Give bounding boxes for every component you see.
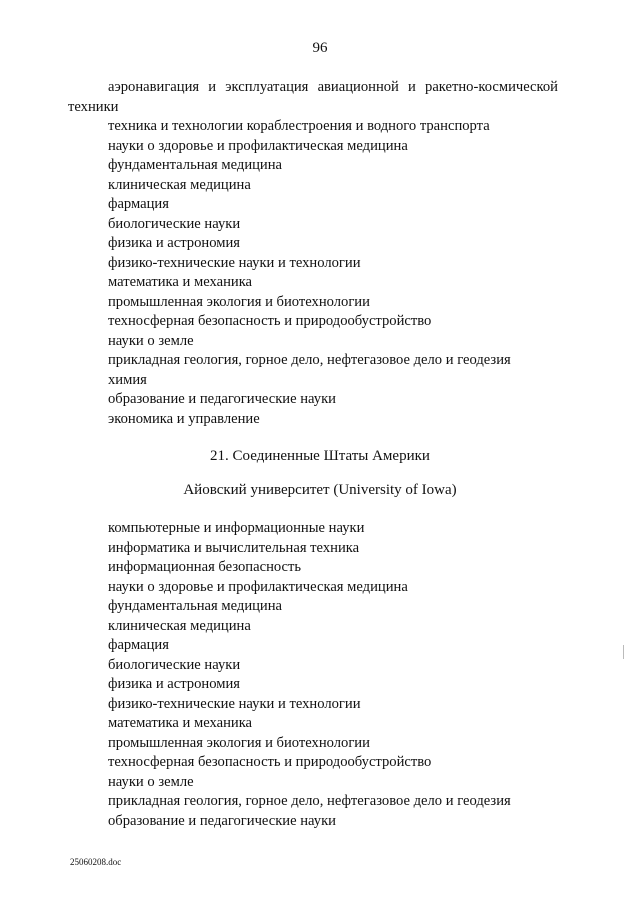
- university-program-list: [68, 519, 568, 831]
- list-item: промышленная экология и биотехнологии: [108, 734, 370, 751]
- list-item: математика и механика: [108, 715, 253, 731]
- list-item: образование и педагогические науки: [108, 391, 336, 407]
- list-item: экономика и управление: [108, 410, 260, 427]
- list-item: математика и механика: [108, 274, 253, 290]
- list-item: физика и астрономия: [108, 676, 240, 692]
- list-item: науки о здоровье и профилактическая медицина: [108, 578, 408, 595]
- list-item-wrapped: аэронавигация и эксплуатация авиационной и ракетно-космической техники: [68, 79, 558, 115]
- list-item: биологические науки: [108, 656, 241, 673]
- list-item: промышленная экология и биотехнологии: [108, 293, 370, 310]
- list-item: физико-технические науки и технологии: [108, 695, 361, 712]
- list-item: клиническая медицина: [108, 176, 251, 193]
- list-item: информационная безопасность: [108, 559, 302, 575]
- list-item: биологические науки: [108, 215, 241, 232]
- country-heading: 21. Соединенные Штаты Америки: [210, 448, 430, 464]
- list-item: фундаментальная медицина: [108, 157, 283, 173]
- page-number: 96: [312, 40, 328, 56]
- university-heading: Айовский университет (University of Iowa): [183, 482, 457, 498]
- list-item: клиническая медицина: [108, 617, 251, 634]
- list-item: фундаментальная медицина: [108, 598, 283, 614]
- list-item: науки о здоровье и профилактическая медицина: [108, 137, 408, 154]
- list-item: фармация: [108, 196, 169, 212]
- list-item: образование и педагогические науки: [108, 812, 336, 829]
- program-list: [68, 117, 558, 429]
- program-list-continued: [68, 78, 558, 429]
- list-item: техника и технологии кораблестроения и водного транспорта: [108, 118, 490, 134]
- list-item: техносферная безопасность и природообустройство: [108, 313, 432, 329]
- list-item: прикладная геология, горное дело, нефтегазовое дело и геодезия: [108, 352, 511, 368]
- list-item: химия: [108, 371, 147, 388]
- list-item: техносферная безопасность и природообустройство: [108, 754, 432, 770]
- list-item: физико-технические науки и технологии: [108, 254, 361, 271]
- list-item: информатика и вычислительная техника: [108, 539, 360, 556]
- list-item: физика и астрономия: [108, 235, 240, 251]
- document-filename: 25060208.doc: [70, 857, 122, 867]
- list-item: компьютерные и информационные науки: [108, 520, 365, 536]
- list-item: фармация: [108, 637, 169, 653]
- program-list: [68, 519, 568, 831]
- list-item: прикладная геология, горное дело, нефтегазовое дело и геодезия: [108, 793, 511, 809]
- scan-artifact: [623, 645, 624, 659]
- list-item: науки о земле: [108, 332, 194, 349]
- list-item: науки о земле: [108, 773, 194, 790]
